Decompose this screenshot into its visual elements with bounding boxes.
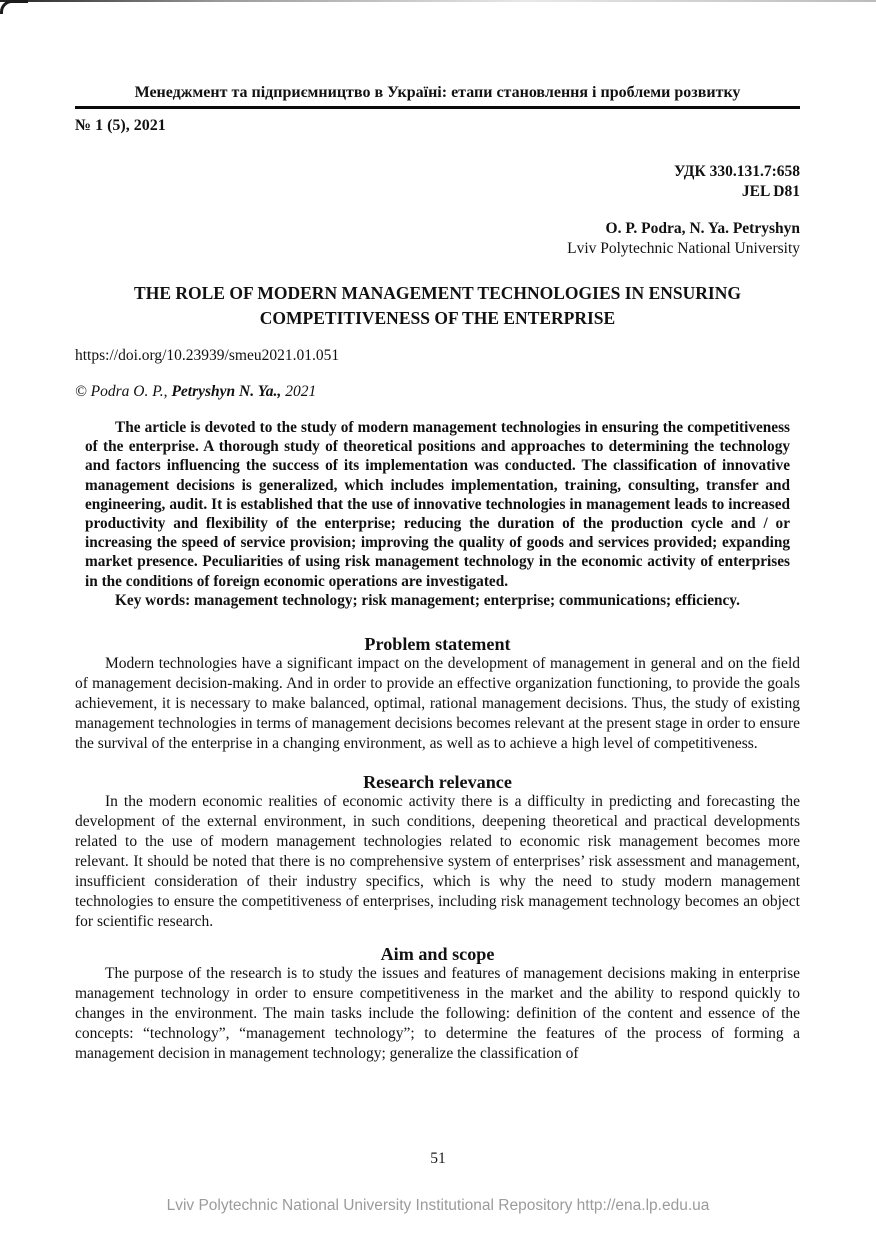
- affiliation: Lviv Polytechnic National University: [567, 240, 800, 257]
- udk-code: УДК 330.131.7:658: [674, 163, 800, 180]
- copyright-year: 2021: [285, 383, 317, 400]
- repository-stamp: Lviv Polytechnic National University Institutional Repository http://ena.lp.edu.ua: [166, 1197, 710, 1214]
- jel-code: JEL D81: [741, 183, 800, 200]
- authors-block: [75, 219, 800, 259]
- section-heading-research-relevance: Research relevance: [363, 772, 512, 793]
- page-content: [75, 82, 800, 1064]
- copyright-author1: © Podra O. P.,: [75, 383, 168, 400]
- section-text-problem-statement: Modern technologies have a significant impact on the development of management in general and on the field of management decision-making. And in order to provide an effective organization functioning, to provide the goals achievement, it is necessary to make balanced, optimal, rational management decisions. Thus, the study of existing management technologies in terms of management decisions becomes relevant at the present stage in order to ensure the survival of the enterprise in a changing environment, as well as to achieve a high level of competitiveness.: [75, 655, 800, 753]
- doi-link[interactable]: https://doi.org/10.23939/smeu2021.01.051: [75, 347, 340, 364]
- section-heading-aim-and-scope: Aim and scope: [380, 944, 495, 965]
- abstract-keywords: Key words: management technology; risk management; enterprise; communications; efficiency.: [115, 591, 740, 609]
- header-divider: [75, 106, 800, 109]
- copyright-author2: Petryshyn N. Ya.,: [171, 383, 282, 400]
- section-text-research-relevance: In the modern economic realities of economic activity there is a difficulty in predicting and forecasting the development of the external environment, in such conditions, deepening theoretical and practical developments related to the use of modern management technologies related to economic risk management becomes more relevant. It should be noted that there is no comprehensive system of enterprises’ risk assessment and management, insufficient consideration of their industry specifics, which is why the need to study modern management technologies to ensure the competitiveness of enterprises, including risk management technology becomes an object for scientific research.: [75, 793, 800, 931]
- journal-issue: № 1 (5), 2021: [75, 117, 166, 134]
- page-number: 51: [430, 1150, 446, 1167]
- section-heading-problem-statement: Problem statement: [364, 634, 511, 655]
- scan-corner-artifact: [0, 0, 28, 14]
- authors-line: [75, 219, 800, 239]
- copyright-line: [75, 382, 800, 402]
- section-text-aim-and-scope: The purpose of the research is to study the issues and features of management decisions making in enterprise management technology in order to ensure competitiveness in the market and the ability to respond quickly to changes in the environment. The main tasks include the following: definition of the content and essence of the concepts: “technology”, “management technology”; to determine the features of the process of forming a management decision in management technology; generalize the classification of: [75, 965, 800, 1063]
- classification-block: [75, 162, 800, 202]
- author-name: O. P. Podra,: [605, 220, 686, 237]
- article-title: THE ROLE OF MODERN MANAGEMENT TECHNOLOGIES IN ENSURING COMPETITIVENESS OF THE ENTERPRISE: [134, 283, 741, 328]
- scan-edge-artifact: [0, 0, 876, 2]
- abstract-text: The article is devoted to the study of modern management technologies in ensuring the competitiveness of the enterprise. A thorough study of theoretical positions and approaches to determining the technology and factors influencing the success of its implementation was conducted. The classification of innovative management decisions is generalized, which includes implementation, training, consulting, transfer and engineering, audit. It is established that the use of innovative technologies in management leads to increased productivity and flexibility of the enterprise; reducing the duration of the production cycle and / or increasing the speed of service provision; improving the quality of goods and services provided; expanding market presence. Peculiarities of using risk management technology in the economic activity of enterprises in the conditions of foreign economic operations are investigated.: [85, 419, 790, 590]
- abstract: [85, 418, 790, 610]
- journal-header-title: Менеджмент та підприємництво в Україні: етапи становлення і проблеми розвитку: [134, 84, 741, 101]
- author-name: N. Ya. Petryshyn: [689, 220, 800, 237]
